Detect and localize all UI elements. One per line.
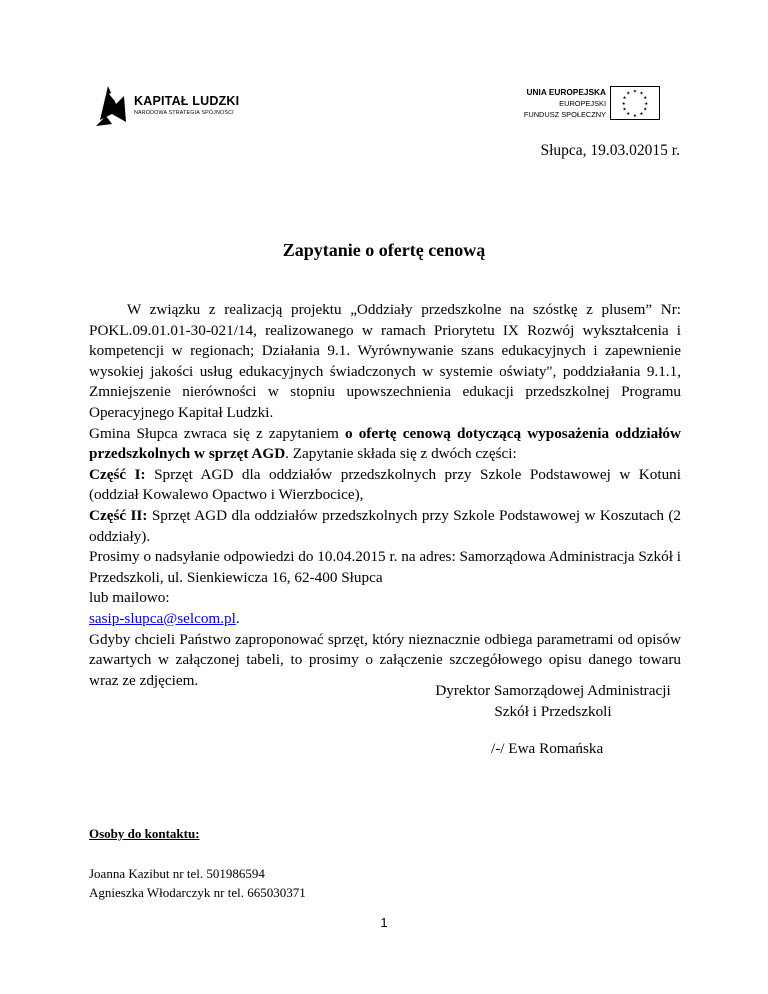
intro-paragraph: W związku z realizacją projektu „Oddziały przedszkolne na szóstkę z plusem” Nr: POKL.09.01.01-30-021/14, realizowanego w ramach Priorytetu IX Rozwój wykształcenia i kompetencji w regionach; Działania 9.1. Wyrównywanie szans edukacyjnych i zapewnienie wysokiej jakości usług edukacyjnych świadczonych w systemie oświaty", poddziałania 9.1.1, Zmniejszenie nierówności w stopniu upowszechnienia edukacji przedszkolnej Programu Operacyjnego Kapitał Ludzki.: [89, 301, 681, 421]
part-2-label: Część II:: [89, 506, 148, 524]
place-date: Słupca, 19.03.02015 r.: [540, 142, 680, 159]
svg-text:★: ★: [621, 101, 626, 107]
signature-title-line1: Dyrektor Samorządowej Administracji: [435, 682, 671, 699]
contact-person: Agnieszka Włodarczyk nr tel. 665030371: [89, 885, 306, 900]
part-1: [89, 465, 681, 506]
eu-logo: [498, 84, 678, 126]
document-body: [89, 300, 681, 691]
page-number: 1: [380, 915, 388, 930]
email-line: [89, 609, 681, 630]
eu-flag-icon: [610, 86, 660, 120]
svg-text:★: ★: [632, 114, 638, 120]
request-suffix: . Zapytanie składa się z dwóch części:: [285, 445, 517, 463]
email-prefix: lub mailowo:: [89, 589, 170, 607]
signature-block: [428, 680, 678, 722]
svg-text:★: ★: [639, 91, 644, 97]
signature-title-line2: Szkół i Przedszkoli: [494, 703, 612, 720]
svg-text:★: ★: [626, 112, 631, 118]
part-1-text: Sprzęt AGD dla oddziałów przedszkolnych przy Szkole Podstawowej w Kotuni (oddział Kowalewo Opactwo i Wierzbocice),: [89, 465, 681, 504]
email-link[interactable]: sasip-slupca@selcom.pl: [89, 609, 236, 627]
closing-paragraph: Gdyby chcieli Państwo zaproponować sprzęt, który nieznacznie odbiega parametrami od opisów zawartych w załączonej tabeli, to prosimy o załączenie szczegółowego opisu danego towaru wraz ze zdjęciem.: [89, 630, 681, 689]
svg-text:★: ★: [626, 91, 631, 97]
contact-person: Joanna Kazibut nr tel. 501986594: [89, 866, 265, 881]
contacts-heading: Osoby do kontaktu:: [89, 826, 200, 841]
email-suffix: .: [235, 609, 240, 627]
document-title: Zapytanie o ofertę cenową: [282, 240, 486, 260]
svg-text:★: ★: [643, 96, 648, 102]
svg-text:★: ★: [622, 107, 627, 113]
part-1-label: Część I:: [89, 465, 146, 483]
kapital-ludzki-subtitle: NARODOWA STRATEGIA SPÓJNOŚCI: [134, 110, 234, 116]
deadline-paragraph: Prosimy o nadsyłanie odpowiedzi do 10.04.2015 r. na adres: Samorządowa Administracja Szkół i Przedszkoli, ul. Sienkiewicza 16, 62-400 Słupca: [89, 548, 681, 586]
contacts-list: [89, 864, 306, 902]
kapital-ludzki-logo: [96, 82, 286, 128]
request-prefix: Gmina Słupca zwraca się z zapytaniem: [89, 424, 345, 442]
eu-logo-line3: FUNDUSZ SPOŁECZNY: [523, 110, 606, 119]
eu-logo-line2: EUROPEJSKI: [559, 99, 606, 108]
eu-logo-line1: UNIA EUROPEJSKA: [526, 87, 606, 97]
svg-text:★: ★: [644, 101, 649, 107]
signer-name: /-/ Ewa Romańska: [491, 740, 604, 757]
kapital-ludzki-emblem-icon: [96, 82, 128, 126]
svg-text:★: ★: [639, 112, 644, 118]
kapital-ludzki-title: KAPITAŁ LUDZKI: [134, 94, 240, 108]
svg-text:★: ★: [643, 107, 648, 113]
part-2: [89, 506, 681, 547]
eu-logo-texts: [524, 87, 606, 120]
part-2-text: Sprzęt AGD dla oddziałów przedszkolnych przy Szkole Podstawowej w Koszutach (2 oddziały).: [89, 506, 682, 545]
svg-text:★: ★: [632, 89, 638, 95]
request-paragraph: [89, 424, 681, 465]
svg-text:★: ★: [622, 96, 627, 102]
request-subject: o ofertę cenową dotyczącą wyposażenia oddziałów przedszkolnych w sprzęt AGD: [89, 424, 681, 463]
